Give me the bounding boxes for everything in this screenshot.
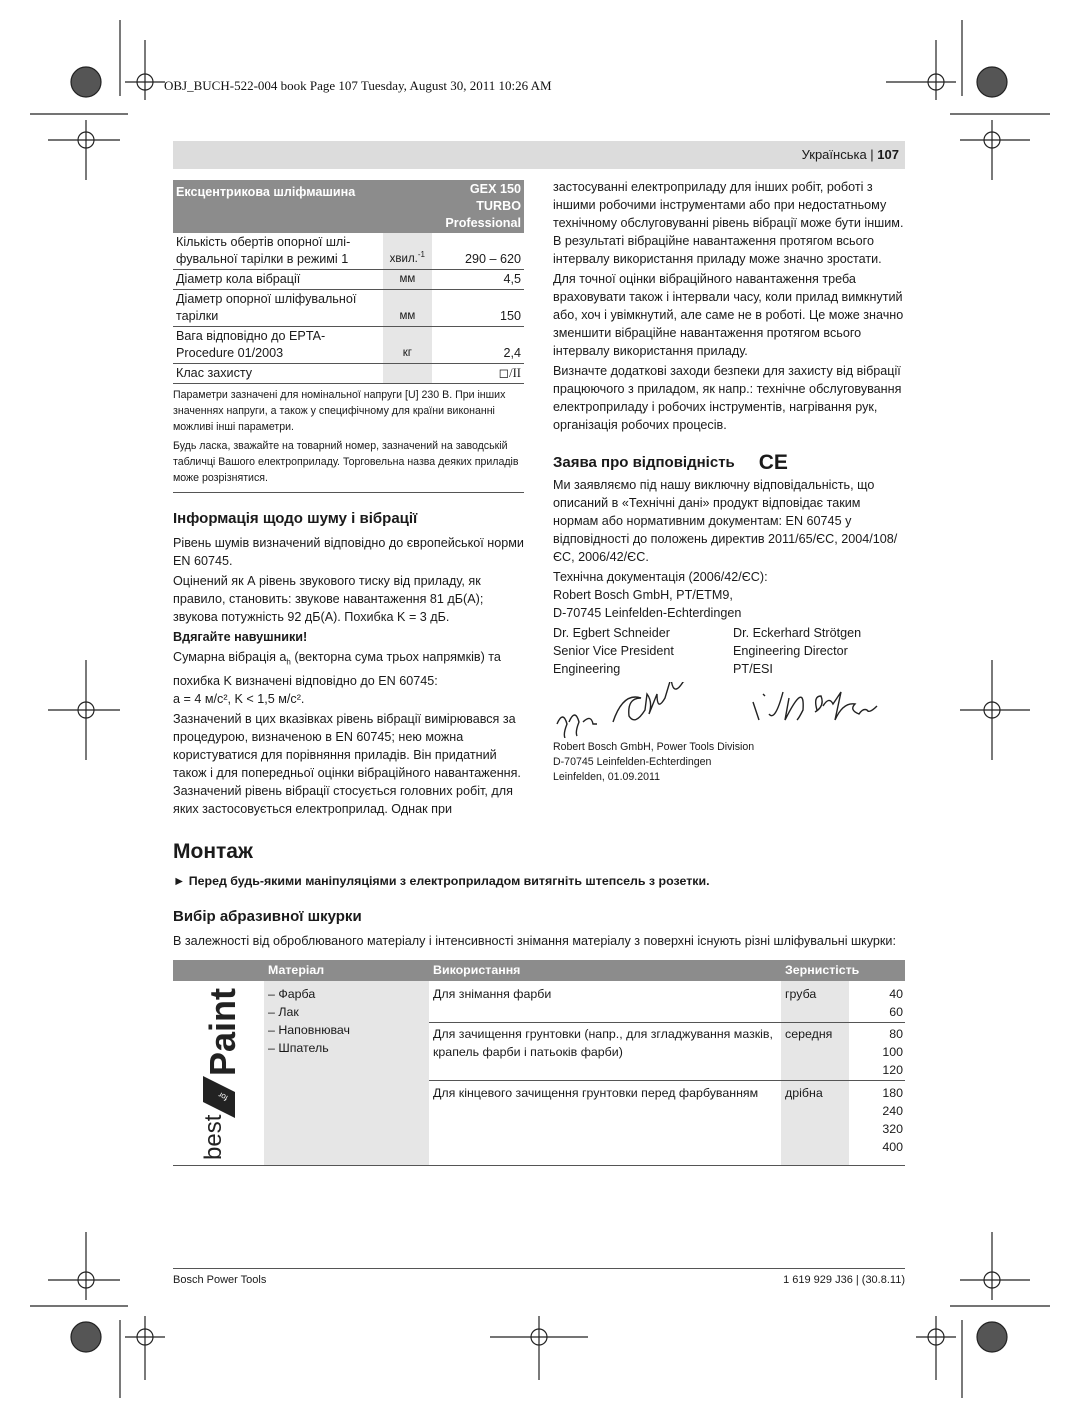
noise-p2: Оцінений як А рівень звукового тиску від приладу, як правило, становить: звукове навантаження 81 дБ(A); звукова потужність 92 дБ(A). Похибка K = 3 дБ. xyxy=(173,574,484,624)
spec-row: Вага відповідно до EPTA-Procedure 01/2003 кг 2,4 xyxy=(173,327,524,364)
noise-p1: Рівень шумів визначений відповідно до європейської норми EN 60745. xyxy=(173,536,524,568)
grit-word: середня xyxy=(785,1027,833,1041)
signer-2: Dr. Eckerhard Strötgen Engineering Director PT/ESI xyxy=(733,626,862,676)
spec-title: Ексцентрикова шліфмашина xyxy=(173,180,432,233)
spec-row: Діаметр опорної шліфувальної тарілки мм 150 xyxy=(173,290,524,327)
list-item: – Фарба xyxy=(268,987,316,1001)
signer-1: Dr. Egbert Schneider Senior Vice President Engineering xyxy=(553,626,674,676)
footer-right: 1 619 929 J36 | (30.8.11) xyxy=(783,1274,905,1286)
col-header-material: Матеріал xyxy=(268,963,325,977)
col-header-grit: Зернистість xyxy=(785,963,860,977)
grit-values: 40 60 xyxy=(889,987,903,1019)
right-column xyxy=(553,178,905,785)
noise-section xyxy=(173,510,525,820)
print-slug: OBJ_BUCH-522-004 book Page 107 Tuesday, August 30, 2011 10:26 AM xyxy=(164,78,552,93)
svg-text:Paint: Paint xyxy=(202,987,243,1076)
svg-text:best: best xyxy=(200,1114,227,1160)
spec-table xyxy=(173,180,524,486)
list-item: – Шпатель xyxy=(268,1041,329,1055)
spec-row: Діаметр кола вібрації мм 4,5 xyxy=(173,270,524,290)
ce-mark: CE xyxy=(758,451,788,474)
table-header xyxy=(173,960,905,981)
noise-heading: Інформація щодо шуму і вібрації xyxy=(173,510,418,527)
spec-model: GEX 150 TURBO Professional xyxy=(432,180,524,233)
page-header-bar xyxy=(173,141,905,169)
abrasive-table xyxy=(173,960,905,1166)
safety-warning: ► Перед будь-якими маніпуляціями з електроприладом витягніть штепсель з розетки. xyxy=(173,874,710,888)
address-block: Robert Bosch GmbH, Power Tools Division D-70745 Leinfelden-Echterdingen Leinfelden, 01.09.2011 xyxy=(553,741,755,783)
footer-divider xyxy=(173,1268,905,1269)
noise-p3: Сумарна вібрація $a_h$ (векторна сума трьох напрямків) та похибка K визначені відповідно до EN 60745: a = 4 м/с², K < 1,5 м/с². xyxy=(173,650,501,706)
page-header: Українська | 107 xyxy=(801,147,899,162)
vibration-p3: Визначте додаткові заходи безпеки для захисту від вібрації працюючого з приладом, як напр.: технічне обслуговування електроприладу і робочих інструментів, нагрівання рук, організація робочих процесів. xyxy=(553,364,902,432)
handwritten-signatures xyxy=(553,682,905,738)
signature-image xyxy=(553,682,905,738)
subsection-title: Вибір абразивної шкурки xyxy=(173,908,362,925)
signatures xyxy=(553,624,905,678)
spec-note-1: Параметри зазначені для номінальної напруги [U] 230 В. При інших значеннях напруги, а також у специфічному для країни виконанні можливі інші параметри. xyxy=(173,389,506,433)
spec-note-2: Будь ласка, зважайте на товарний номер, зазначений на заводській табличці Вашого електроприладу. Торговельна назва деяких приладів може розрізнятися. xyxy=(173,440,519,484)
intro-text: В залежності від оброблюваного матеріалу і інтенсивності знімання матеріалу з поверхні існують різні шліфувальні шкурки: xyxy=(173,934,896,948)
material-list xyxy=(268,985,350,1057)
table-row-use: Для кінцевого зачищення грунтовки перед фарбуванням xyxy=(433,1086,759,1100)
tech-doc: Технічна документація (2006/42/ЄС): Robert Bosch GmbH, PT/ETM9, D-70745 Leinfelden-Echterdingen xyxy=(553,570,768,620)
spec-row: Кількість обертів опорної шлі-фувальної тарілки в режимі 1 хвил.$^{-1}$ 290 – 620 xyxy=(173,233,524,270)
page-number: 107 xyxy=(877,147,899,162)
list-item: – Лак xyxy=(268,1005,299,1019)
grit-word: груба xyxy=(785,987,817,1001)
table-row-use: Для знімання фарби xyxy=(433,987,552,1001)
language-label: Українська xyxy=(801,147,867,162)
noise-p4: Зазначений в цих вказівках рівень вібрації вимірювався за процедурою, визначеною в EN 60745; нею можна користуватися для порівняння приладів. Він придатний також і для попередньої оцінки вібраційного навантаження. Зазначений рівень вібрації стосується головних робіт, для яких застосовується електроприлад. Однак при xyxy=(173,711,521,816)
list-item: – Наповнювач xyxy=(268,1023,351,1037)
section-title-montazh: Монтаж xyxy=(173,840,253,863)
vibration-p2: Для точної оцінки вібраційного навантаження треба враховувати також і інтервали часу, коли прилад вимкнутий або, хоч і увімкнутий, але саме не в роботі. Це може значно зменшити вібраційне навантаження протягом всього інтервалу використання приладу. xyxy=(553,272,904,358)
noise-warning: Вдягайте навушники! xyxy=(173,630,308,644)
declaration-heading: Заява про відповідність CE xyxy=(553,451,788,474)
declaration-text: Ми заявляємо під нашу виключну відповідальність, що описаний в «Технічні дані» продукт відповідає таким нормам або нормативним документам: EN 60745 у відповідності до положень директив 2011/65/ЄС, 2004/108/ЄС, 2006/42/ЄС. xyxy=(553,478,898,564)
grit-values: 80 100 120 xyxy=(882,1027,903,1077)
divider xyxy=(173,492,524,493)
table-row-use: Для зачищення грунтовки (напр., для згладжування мазків, крапель фарби і патьоків фарби) xyxy=(433,1027,773,1059)
best-for-paint-logo xyxy=(183,986,253,1162)
spec-row: Клас захисту ◻/II xyxy=(173,364,524,384)
footer-left: Bosch Power Tools xyxy=(173,1274,267,1286)
svg-text:for: for xyxy=(216,1090,230,1103)
grit-word: дрібна xyxy=(785,1086,823,1100)
grit-values: 180 240 320 400 xyxy=(882,1086,903,1154)
vibration-p1: застосуванні електроприладу для інших робіт, роботі з іншими робочими інструментами або при недостатньому технічному обслуговуванні рівень вібрації може бути іншим. В результаті вібраційне навантаження протягом всього інтервалу використання приладу може значно зростати. xyxy=(553,180,904,266)
col-header-use: Використання xyxy=(433,963,521,977)
